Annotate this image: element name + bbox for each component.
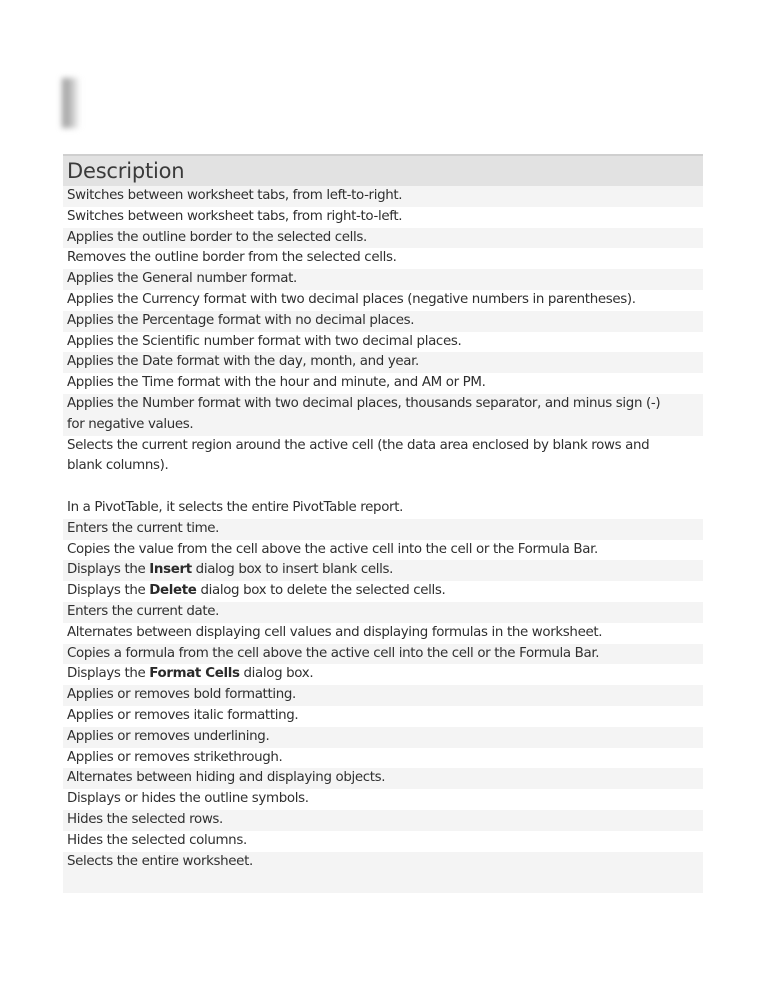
row-text: Applies or removes italic formatting. [67, 707, 299, 723]
row-text-line: for negative values. [67, 416, 194, 432]
row-text: Copies a formula from the cell above the active cell into the cell or the Formula Bar. [67, 645, 600, 661]
table-row [63, 664, 703, 685]
row-text: Applies the outline border to the selected cells. [67, 229, 367, 245]
table-row [63, 768, 703, 789]
table-row [63, 685, 703, 706]
row-text: Enters the current time. [67, 520, 220, 536]
row-text: Displays the [67, 666, 150, 682]
row-text: Applies the Date format with the day, month, and year. [67, 354, 419, 370]
table-row [63, 269, 703, 290]
row-text: Displays the [67, 583, 150, 599]
row-text: Applies or removes strikethrough. [67, 749, 283, 765]
table-row [63, 581, 703, 602]
row-text: Hides the selected columns. [67, 832, 247, 848]
table-row [63, 831, 703, 852]
table-row [63, 519, 703, 540]
row-text: Enters the current date. [67, 603, 220, 619]
row-text-line: In a PivotTable, it selects the entire PivotTable report. [67, 499, 403, 515]
table-row [63, 644, 703, 665]
row-text: Displays the [67, 562, 150, 578]
blank-line [67, 477, 673, 498]
row-text-line: Applies the Number format with two decimal places, thousands separator, and minus sign (-) [67, 395, 661, 411]
row-text: Applies the Currency format with two decimal places (negative numbers in parentheses). [67, 291, 636, 307]
row-text: Copies the value from the cell above the active cell into the cell or the Formula Bar. [67, 541, 598, 557]
row-text: Removes the outline border from the selected cells. [67, 250, 397, 266]
row-text-line: Selects the current region around the active cell (the data area enclosed by blank rows and [67, 437, 650, 453]
row-text: dialog box to delete the selected cells. [196, 583, 446, 599]
dialog-name-insert: Insert [149, 562, 192, 578]
row-text: Applies or removes bold formatting. [67, 687, 296, 703]
table-row [63, 810, 703, 831]
table-row [63, 332, 703, 353]
row-text: Applies the Scientific number format with two decimal places. [67, 333, 462, 349]
table-row [63, 436, 703, 519]
table-row [63, 290, 703, 311]
column-header-description: Description [63, 154, 703, 186]
row-text: Applies the General number format. [67, 271, 297, 287]
row-text: dialog box to insert blank cells. [191, 562, 394, 578]
table-row [63, 727, 703, 748]
row-text: Hides the selected rows. [67, 811, 223, 827]
row-text: Alternates between hiding and displaying objects. [67, 770, 386, 786]
table-row [63, 373, 703, 394]
table-row [63, 394, 703, 436]
table-row [63, 748, 703, 769]
row-text: Switches between worksheet tabs, from right-to-left. [67, 208, 403, 224]
row-text: Switches between worksheet tabs, from left-to-right. [67, 188, 403, 203]
row-text-line: blank columns). [67, 458, 169, 474]
table-row [63, 540, 703, 561]
row-text: Displays or hides the outline symbols. [67, 791, 309, 807]
row-text: dialog box. [239, 666, 314, 682]
table-row [63, 352, 703, 373]
table-row [63, 852, 703, 893]
table-row [63, 248, 703, 269]
table-row [63, 706, 703, 727]
shortcut-description-table [63, 154, 703, 893]
table-row [63, 311, 703, 332]
row-text: Applies the Percentage format with no decimal places. [67, 312, 415, 328]
table-row [63, 560, 703, 581]
row-text: Applies or removes underlining. [67, 728, 270, 744]
row-text: Applies the Time format with the hour and minute, and AM or PM. [67, 375, 486, 391]
table-row [63, 602, 703, 623]
table-row [63, 789, 703, 810]
table-row [63, 228, 703, 249]
blurred-image-fragment [62, 78, 80, 128]
row-text: Alternates between displaying cell values and displaying formulas in the worksheet. [67, 624, 603, 640]
row-text: Selects the entire worksheet. [67, 853, 253, 869]
table-row [63, 623, 703, 644]
dialog-name-format-cells: Format Cells [149, 666, 240, 682]
table-row [63, 186, 703, 207]
table-row [63, 207, 703, 228]
dialog-name-delete: Delete [149, 583, 197, 599]
